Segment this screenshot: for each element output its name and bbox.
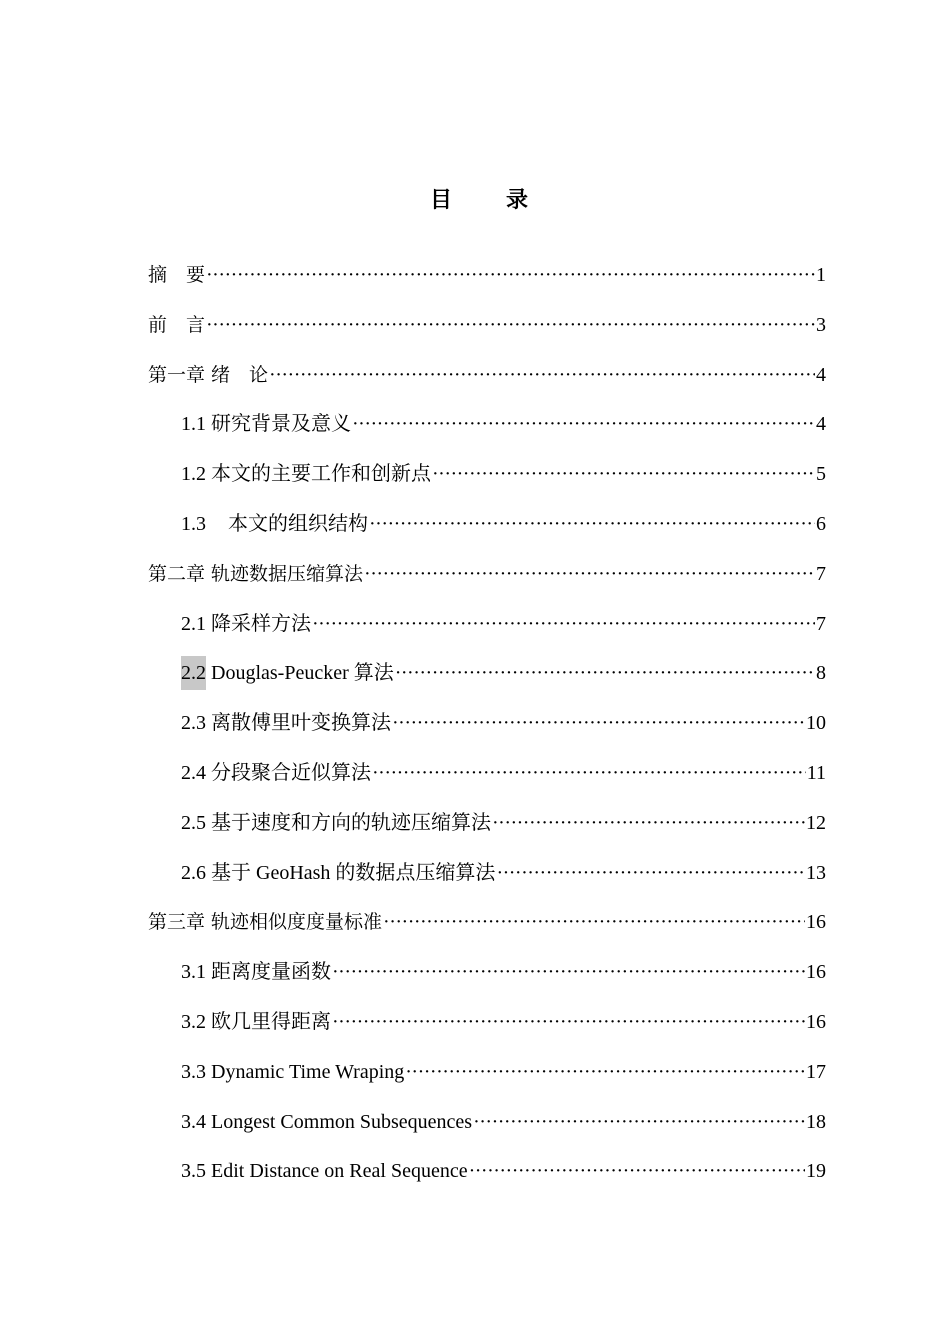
toc-dot-leader (496, 856, 805, 890)
toc-entry-page-number: 7 (816, 562, 826, 585)
toc-entry-page-number: 1 (816, 264, 826, 286)
toc-entry-label: 本文的组织结构 (228, 513, 368, 535)
toc-entry-page-number: 13 (806, 861, 826, 884)
toc-entry[interactable] (181, 806, 826, 840)
toc-entry[interactable] (181, 407, 826, 441)
page-title: 目 录 (429, 188, 544, 213)
toc-entry[interactable] (181, 1055, 826, 1089)
toc-entry-label: 分段聚合近似算法 (211, 762, 371, 784)
toc-entry-label: 本文的主要工作和创新点 (211, 463, 431, 486)
toc-dot-leader (352, 407, 815, 441)
toc-entry-page-number: 11 (806, 762, 826, 784)
toc-entry-page-number: 12 (806, 811, 826, 834)
toc-entry-number: 3.4 (181, 1110, 206, 1133)
toc-entry-number: 2.2 (181, 656, 206, 690)
toc-entry-label: Edit Distance on Real Sequence (211, 1160, 468, 1183)
toc-entry-number: 1.3 (181, 513, 206, 535)
toc-dot-leader (332, 1005, 805, 1039)
toc-entry[interactable] (148, 308, 826, 342)
toc-entry-label: 基于 GeoHash 的数据点压缩算法 (211, 861, 496, 884)
toc-entry[interactable] (181, 607, 826, 641)
toc-entry[interactable] (148, 358, 826, 392)
toc-entry-page-number: 7 (816, 612, 826, 635)
toc-entry-label: 第三章 轨迹相似度度量标准 (148, 911, 383, 934)
toc-entry-number: 2.5 (181, 811, 206, 834)
toc-dot-leader (364, 557, 815, 591)
toc-dot-leader (469, 1154, 805, 1188)
toc-dot-leader (332, 955, 805, 989)
toc-entry[interactable] (181, 706, 826, 740)
toc-dot-leader (206, 258, 815, 292)
toc-dot-leader (432, 457, 815, 491)
toc-entry-label: 第二章 轨迹数据压缩算法 (148, 562, 364, 585)
toc-entry-label: 研究背景及意义 (211, 413, 351, 436)
toc-entry-number: 2.3 (181, 712, 206, 735)
toc-entry-page-number: 16 (806, 911, 826, 934)
toc-entry-label: 第一章 绪 论 (148, 363, 269, 386)
toc-entry-label: Longest Common Subsequences (211, 1110, 473, 1133)
toc-dot-leader (473, 1105, 805, 1139)
toc-entry[interactable] (181, 1154, 826, 1188)
toc-dot-leader (383, 905, 805, 939)
toc-entry-number: 2.6 (181, 861, 206, 884)
toc-entry-page-number: 16 (806, 1011, 826, 1033)
toc-dot-leader (492, 806, 805, 840)
toc-entry-page-number: 4 (816, 413, 826, 436)
toc-entry-number: 2.4 (181, 762, 206, 784)
toc-entry-page-number: 5 (816, 463, 826, 486)
toc-entry[interactable] (181, 1105, 826, 1139)
toc-entry-label: Douglas-Peucker 算法 (211, 662, 394, 685)
toc-entry-number: 2.1 (181, 612, 206, 635)
toc-entry-page-number: 10 (806, 712, 826, 735)
toc-entry-page-number: 19 (806, 1160, 826, 1183)
toc-entry-number: 3.5 (181, 1160, 206, 1183)
toc-entry-page-number: 8 (816, 662, 826, 685)
toc-entry[interactable] (148, 557, 826, 591)
toc-entry-label: 离散傅里叶变换算法 (211, 712, 391, 735)
toc-entry-page-number: 6 (816, 513, 826, 535)
toc-entry-page-number: 4 (816, 363, 826, 386)
toc-dot-leader (372, 756, 806, 790)
toc-entry-page-number: 17 (806, 1060, 826, 1083)
toc-entry-number: 3.1 (181, 961, 206, 984)
toc-entry[interactable] (181, 656, 826, 690)
toc-entry[interactable] (181, 507, 826, 541)
toc-entry-number: 3.2 (181, 1011, 206, 1033)
toc-entry-label: 降采样方法 (211, 612, 311, 635)
toc-dot-leader (395, 656, 815, 690)
toc-dot-leader (206, 308, 815, 342)
toc-entry-label: 欧几里得距离 (211, 1011, 331, 1033)
toc-entry-number: 1.2 (181, 463, 206, 486)
toc-entry-number: 3.3 (181, 1060, 206, 1083)
toc-entry-number: 1.1 (181, 413, 206, 436)
toc-entry-page-number: 16 (806, 961, 826, 984)
toc-dot-leader (312, 607, 815, 641)
toc-dot-leader (269, 358, 815, 392)
toc-entry[interactable] (148, 905, 826, 939)
toc-entry[interactable] (148, 258, 826, 292)
toc-entry-page-number: 3 (816, 313, 826, 336)
toc-entry-label: Dynamic Time Wraping (211, 1060, 405, 1083)
toc-dot-leader (369, 507, 815, 541)
toc-entry-label: 摘 要 (148, 264, 206, 286)
toc-entry[interactable] (181, 955, 826, 989)
toc-entry[interactable] (181, 856, 826, 890)
toc-entry-label: 基于速度和方向的轨迹压缩算法 (211, 811, 491, 834)
toc-dot-leader (392, 706, 805, 740)
toc-entry-label: 距离度量函数 (211, 961, 331, 984)
toc-entry[interactable] (181, 1005, 826, 1039)
toc-entry-label: 前 言 (148, 313, 206, 336)
toc-entry[interactable] (181, 457, 826, 491)
toc-entry-page-number: 18 (806, 1110, 826, 1133)
toc-entry[interactable] (181, 756, 826, 790)
toc-dot-leader (405, 1055, 805, 1089)
